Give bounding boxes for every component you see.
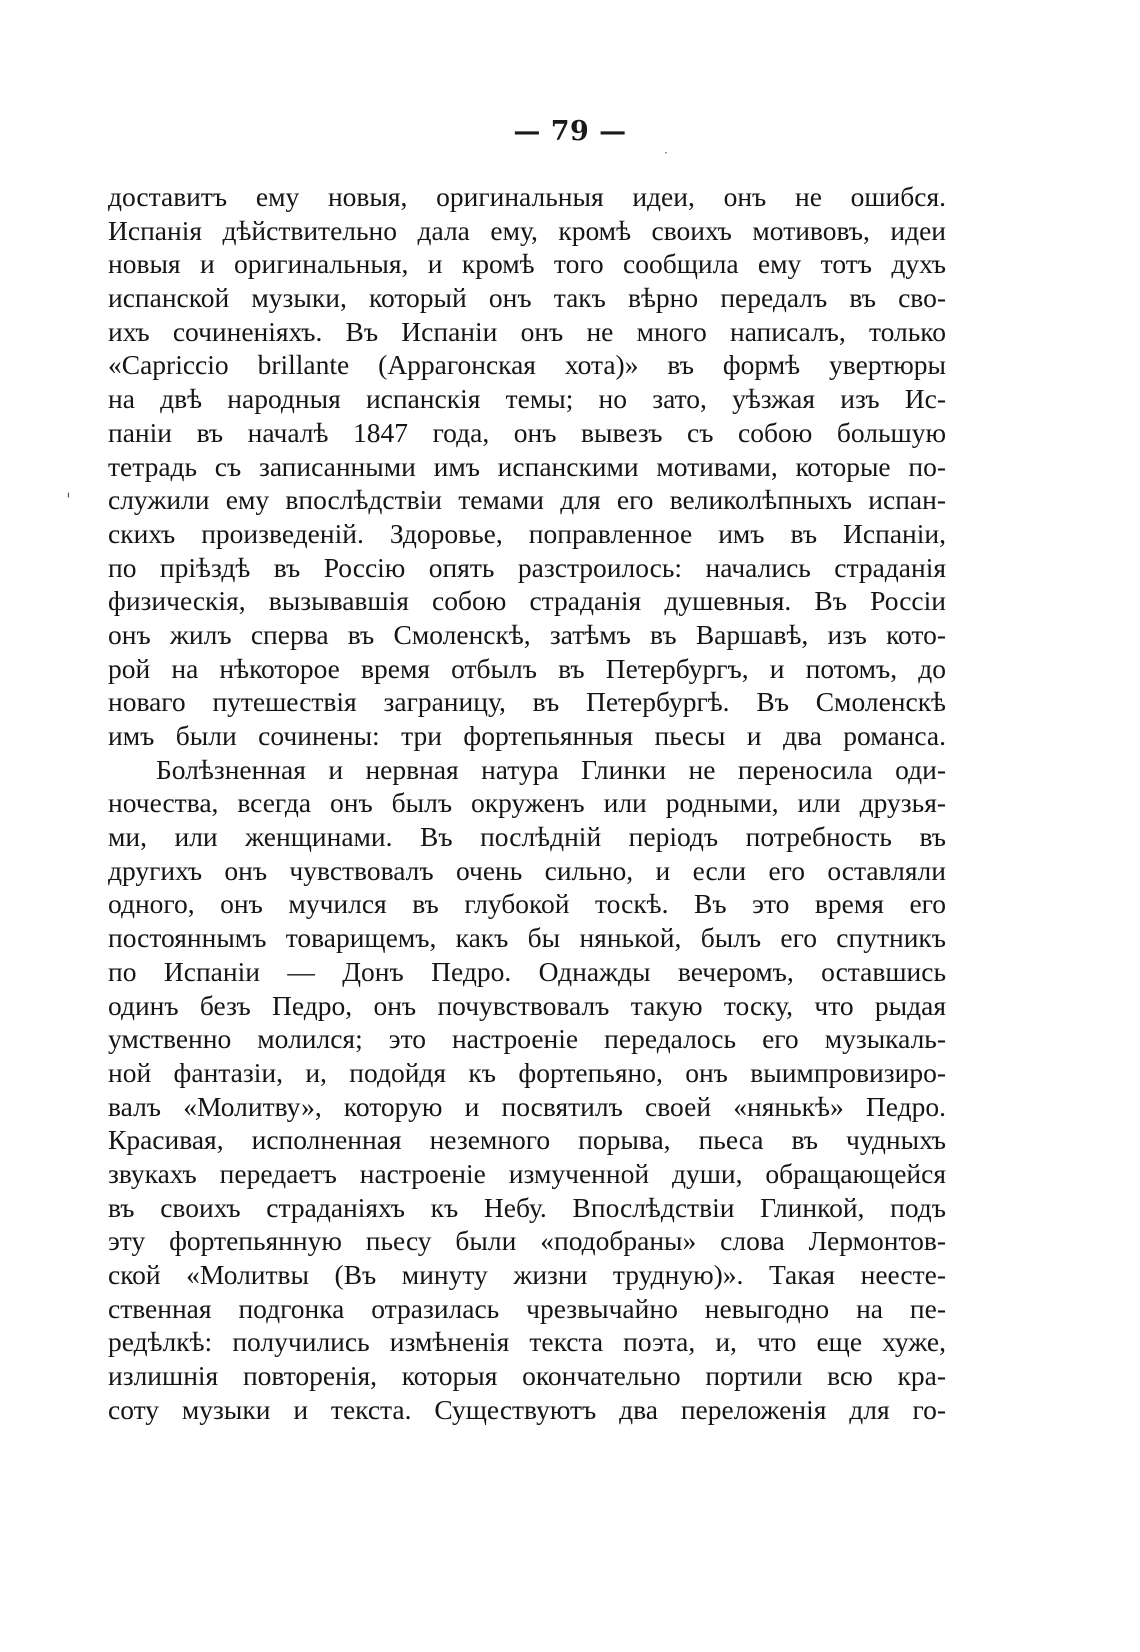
text-line: ной фантазіи, и, подойдя къ фортепьяно, онъ выимпровизиро- — [108, 1056, 946, 1088]
text-line: онъ жилъ сперва въ Смоленскѣ, затѣмъ въ Варшавѣ, изъ кото- — [108, 618, 946, 650]
text-line: Испанія дѣйствительно дала ему, кромѣ своихъ мотивовъ, идеи — [108, 214, 946, 246]
text-line: новыя и оригинальныя, и кромѣ того сообщила ему тотъ духъ — [108, 248, 946, 280]
text-line: доставитъ ему новыя, оригинальныя идеи, онъ не ошибся. — [108, 181, 946, 212]
text-line: ской «Молитвы (Въ минуту жизни трудную)». Такая неесте- — [108, 1259, 946, 1290]
text-line: соту музыки и текста. Существуютъ два переложенія для го- — [108, 1393, 946, 1425]
text-line: паніи въ началѣ 1847 года, онъ вывезъ съ собою большую — [108, 416, 946, 448]
scan-speck: · — [664, 146, 668, 160]
text-line: ихъ сочиненіяхъ. Въ Испаніи онъ не много написалъ, только — [108, 315, 946, 347]
text-line: физическія, вызывавшія собою страданія душевныя. Въ Россіи — [108, 585, 946, 617]
paragraph-2 — [108, 753, 946, 1427]
text-line: излишнія повторенія, которыя окончательно портили всю кра- — [108, 1360, 946, 1392]
text-line: скихъ произведеній. Здоровье, поправленное имъ въ Испаніи, — [108, 517, 946, 549]
text-line: эту фортепьянную пьесу были «подобраны» слова Лермонтов- — [108, 1225, 946, 1257]
text-line: другихъ онъ чувствовалъ очень сильно, и если его оставляли — [108, 854, 946, 886]
body-text — [108, 180, 946, 1426]
text-line: въ своихъ страданіяхъ къ Небу. Впослѣдствіи Глинкой, подъ — [108, 1191, 946, 1223]
text-line: умственно молился; это настроеніе передалось его музыкаль- — [108, 1023, 946, 1055]
text-line: ночества, всегда онъ былъ окруженъ или родными, или друзья- — [108, 787, 946, 819]
text-line: одинъ безъ Педро, онъ почувствовалъ такую тоску, что рыдая — [108, 989, 946, 1021]
text-line: по пріѣздѣ въ Россію опять разстроилось: начались страданія — [108, 551, 946, 583]
text-line: Болѣзненная и нервная натура Глинки не переносила оди- — [156, 753, 946, 785]
text-line: ми, или женщинами. Въ послѣдній періодъ потребность въ — [108, 821, 946, 853]
text-line: валъ «Молитву», которую и посвятилъ своей «нянькѣ» Педро. — [108, 1090, 946, 1122]
text-line: имъ были сочинены: три фортепьянныя пьесы и два романса. — [108, 720, 946, 751]
text-line: редѣлкѣ: получились измѣненія текста поэта, и, что еще хуже, — [108, 1326, 946, 1358]
text-line: на двѣ народныя испанскія темы; но зато, уѣзжая изъ Ис- — [108, 383, 946, 415]
text-line: испанской музыки, который онъ такъ вѣрно передалъ въ сво- — [108, 282, 946, 314]
text-line: постояннымъ товарищемъ, какъ бы нянькой, былъ его спутникъ — [108, 922, 946, 954]
scan-speck: ˈ — [66, 490, 71, 511]
text-line: звукахъ передаетъ настроеніе измученной души, обращающейся — [108, 1157, 946, 1189]
page-number: — 79 — — [513, 116, 627, 147]
text-line: одного, онъ мучился въ глубокой тоскѣ. Въ это время его — [108, 888, 946, 920]
text-line: тетрадь съ записанными имъ испанскими мотивами, которые по- — [108, 450, 946, 482]
text-line: ственная подгонка отразилась чрезвычайно невыгодно на пе- — [108, 1292, 946, 1324]
text-line: служили ему впослѣдствіи темами для его великолѣпныхъ испан- — [108, 484, 946, 516]
text-line: новаго путешествія заграницу, въ Петербургѣ. Въ Смоленскѣ — [108, 686, 946, 718]
text-line: Красивая, исполненная неземного порыва, пьеса въ чудныхъ — [108, 1124, 946, 1156]
text-line: рой на нѣкоторое время отбылъ въ Петербургъ, и потомъ, до — [108, 652, 946, 684]
text-line: «Capriccio brillante (Аррагонская хота)» въ формѣ увертюры — [108, 349, 946, 381]
paragraph-1 — [108, 180, 946, 753]
text-line: по Испаніи — Донъ Педро. Однажды вечеромъ, оставшись — [108, 955, 946, 987]
